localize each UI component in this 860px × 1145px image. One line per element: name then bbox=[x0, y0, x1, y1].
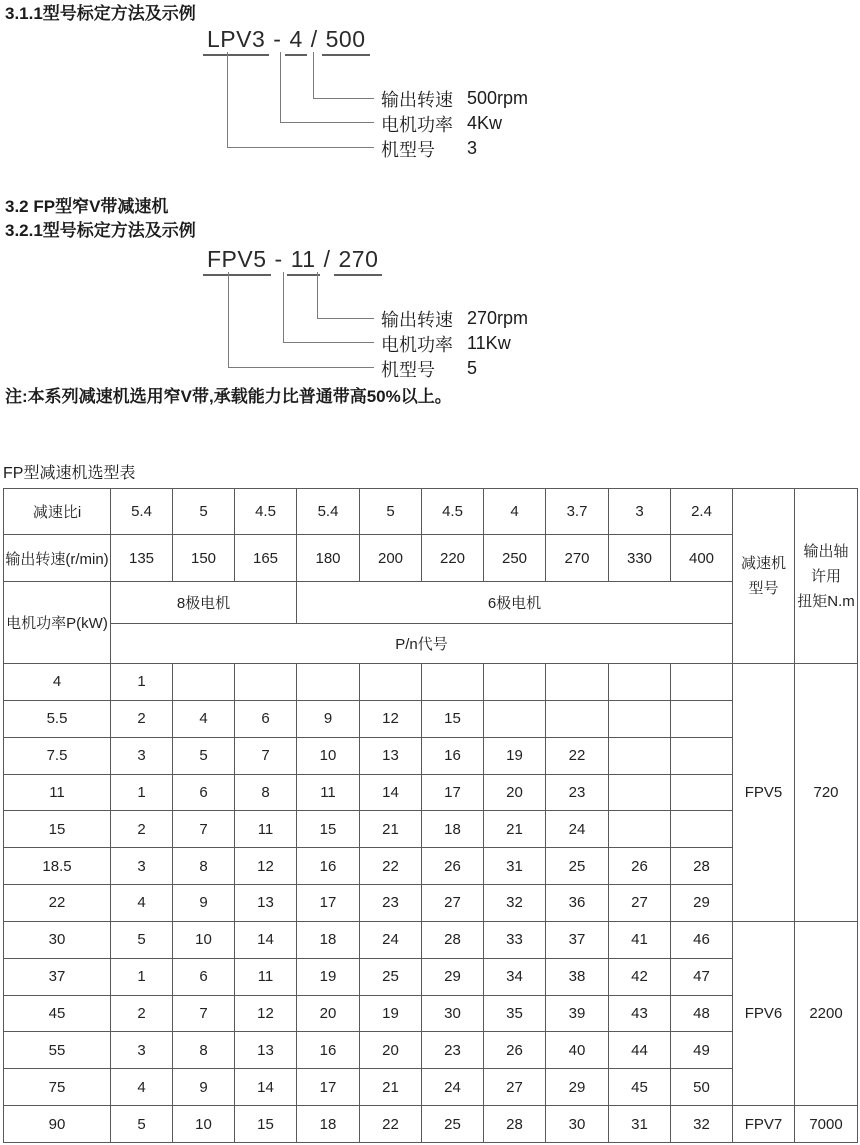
pn-code-cell: 42 bbox=[609, 958, 671, 995]
ratio-value-cell: 2.4 bbox=[671, 489, 733, 535]
label-value: 4Kw bbox=[467, 113, 503, 133]
pn-code-cell: 31 bbox=[484, 848, 546, 885]
power-value-cell: 22 bbox=[4, 885, 111, 922]
table-row bbox=[4, 774, 858, 811]
diagram-label-row bbox=[381, 306, 528, 331]
pn-code-cell: 24 bbox=[422, 1069, 484, 1106]
pn-code-cell: 30 bbox=[546, 1106, 609, 1143]
pn-code-cell bbox=[484, 700, 546, 737]
pn-code-cell: 12 bbox=[360, 700, 422, 737]
pn-code-cell: 20 bbox=[297, 995, 360, 1032]
power-value-cell: 5.5 bbox=[4, 700, 111, 737]
power-value-cell: 37 bbox=[4, 958, 111, 995]
torque-header-line: 扭矩N.m bbox=[797, 592, 855, 610]
pn-code-cell: 3 bbox=[111, 737, 173, 774]
torque-value-cell: 2200 bbox=[795, 921, 858, 1105]
pn-code-cell: 27 bbox=[609, 885, 671, 922]
pn-code-cell: 40 bbox=[546, 1032, 609, 1069]
pn-code-cell bbox=[671, 737, 733, 774]
pn-code-cell: 15 bbox=[422, 700, 484, 737]
model-value-cell: FPV5 bbox=[733, 664, 795, 922]
pn-code-cell: 32 bbox=[484, 885, 546, 922]
table-row bbox=[4, 737, 858, 774]
label-value: 3 bbox=[467, 138, 478, 158]
pn-code-cell: 12 bbox=[235, 848, 297, 885]
pn-code-cell: 17 bbox=[422, 774, 484, 811]
table-row bbox=[4, 848, 858, 885]
pn-code-cell: 23 bbox=[360, 885, 422, 922]
pn-code-cell: 18 bbox=[297, 1106, 360, 1143]
pn-code-cell bbox=[609, 774, 671, 811]
pn-code-cell: 3 bbox=[111, 848, 173, 885]
label-value: 270rpm bbox=[467, 308, 529, 328]
pn-code-cell: 50 bbox=[671, 1069, 733, 1106]
pn-code-cell: 1 bbox=[111, 664, 173, 701]
power-value-cell: 75 bbox=[4, 1069, 111, 1106]
pn-code-cell: 4 bbox=[173, 700, 235, 737]
pn-code-cell: 5 bbox=[111, 1106, 173, 1143]
diagram1-labels bbox=[381, 86, 528, 161]
pn-code-cell: 7 bbox=[173, 811, 235, 848]
label-text: 输出转速 bbox=[381, 309, 453, 330]
pn-code-cell: 25 bbox=[422, 1106, 484, 1143]
label-text: 电机功率 bbox=[381, 114, 453, 135]
motor-pole-row bbox=[4, 582, 858, 624]
model-power-code: 4 bbox=[285, 26, 306, 56]
ratio-value-cell: 3 bbox=[609, 489, 671, 535]
ratio-header-row bbox=[4, 489, 858, 535]
table-row bbox=[4, 1032, 858, 1069]
note-text: 注:本系列减速机选用窄V带,承载能力比普通带高50%以上。 bbox=[5, 387, 452, 406]
pn-code-cell bbox=[671, 664, 733, 701]
speed-value-cell: 135 bbox=[111, 535, 173, 582]
power-value-cell: 15 bbox=[4, 811, 111, 848]
pn-code-cell: 29 bbox=[546, 1069, 609, 1106]
torque-column-header bbox=[795, 489, 858, 664]
pn-code-cell: 14 bbox=[360, 774, 422, 811]
label-text: 输出转速 bbox=[381, 89, 453, 110]
power-value-cell: 45 bbox=[4, 995, 111, 1032]
label-text: 电机功率 bbox=[381, 334, 453, 355]
pn-code-cell: 16 bbox=[297, 848, 360, 885]
model-header-line: 减速机 bbox=[740, 555, 786, 572]
pn-code-cell: 38 bbox=[546, 958, 609, 995]
table-title: FP型减速机选型表 bbox=[3, 465, 136, 482]
pn-code-cell: 20 bbox=[360, 1032, 422, 1069]
speed-value-cell: 165 bbox=[235, 535, 297, 582]
pn-code-cell: 8 bbox=[173, 1032, 235, 1069]
pn-code-cell: 8 bbox=[235, 774, 297, 811]
pn-code-cell: 11 bbox=[235, 811, 297, 848]
pn-code-cell: 1 bbox=[111, 774, 173, 811]
power-value-cell: 4 bbox=[4, 664, 111, 701]
diagram-label-row bbox=[381, 86, 528, 111]
pn-code-cell: 8 bbox=[173, 848, 235, 885]
pn-code-label-cell: P/n代号 bbox=[111, 624, 733, 664]
pn-code-row bbox=[4, 624, 858, 664]
pn-code-cell: 27 bbox=[422, 885, 484, 922]
table-row bbox=[4, 995, 858, 1032]
model-series: FPV5 bbox=[203, 246, 271, 276]
pn-code-cell: 22 bbox=[360, 848, 422, 885]
pn-code-cell: 18 bbox=[422, 811, 484, 848]
pn-code-cell: 13 bbox=[360, 737, 422, 774]
pn-code-cell: 9 bbox=[297, 700, 360, 737]
speed-value-cell: 400 bbox=[671, 535, 733, 582]
power-value-cell: 18.5 bbox=[4, 848, 111, 885]
pn-code-cell: 7 bbox=[235, 737, 297, 774]
pn-code-cell: 49 bbox=[671, 1032, 733, 1069]
pn-code-cell: 28 bbox=[484, 1106, 546, 1143]
pn-code-cell: 2 bbox=[111, 811, 173, 848]
pn-code-cell: 19 bbox=[297, 958, 360, 995]
ratio-value-cell: 5 bbox=[360, 489, 422, 535]
table-row bbox=[4, 958, 858, 995]
speed-value-cell: 150 bbox=[173, 535, 235, 582]
table-row bbox=[4, 700, 858, 737]
ratio-value-cell: 4.5 bbox=[235, 489, 297, 535]
pn-code-cell: 15 bbox=[235, 1106, 297, 1143]
table-row bbox=[4, 1106, 858, 1143]
pn-code-cell: 28 bbox=[422, 921, 484, 958]
pn-code-cell bbox=[671, 700, 733, 737]
pn-code-cell: 14 bbox=[235, 921, 297, 958]
pn-code-cell: 13 bbox=[235, 885, 297, 922]
model-code-lpv3 bbox=[203, 26, 370, 52]
pn-code-cell: 17 bbox=[297, 885, 360, 922]
pn-code-cell: 9 bbox=[173, 1069, 235, 1106]
power-value-cell: 11 bbox=[4, 774, 111, 811]
power-value-cell: 30 bbox=[4, 921, 111, 958]
ratio-value-cell: 5.4 bbox=[297, 489, 360, 535]
pn-code-cell: 16 bbox=[297, 1032, 360, 1069]
pn-code-cell: 12 bbox=[235, 995, 297, 1032]
pn-code-cell: 46 bbox=[671, 921, 733, 958]
pn-code-cell: 11 bbox=[297, 774, 360, 811]
pn-code-cell: 29 bbox=[671, 885, 733, 922]
pn-code-cell bbox=[609, 811, 671, 848]
pn-code-cell: 34 bbox=[484, 958, 546, 995]
pn-code-cell: 7 bbox=[173, 995, 235, 1032]
model-value-cell: FPV7 bbox=[733, 1106, 795, 1143]
pn-code-cell: 21 bbox=[360, 1069, 422, 1106]
diagram-label-row bbox=[381, 111, 528, 136]
power-value-cell: 55 bbox=[4, 1032, 111, 1069]
model-series: LPV3 bbox=[203, 26, 269, 56]
pn-code-cell bbox=[671, 811, 733, 848]
connector-line-series bbox=[227, 52, 374, 148]
pn-code-cell: 5 bbox=[173, 737, 235, 774]
pn-code-cell: 31 bbox=[609, 1106, 671, 1143]
diagram2-labels bbox=[381, 306, 528, 381]
pn-code-cell: 37 bbox=[546, 921, 609, 958]
pn-code-cell: 25 bbox=[546, 848, 609, 885]
pn-code-cell: 23 bbox=[422, 1032, 484, 1069]
pn-code-cell: 3 bbox=[111, 1032, 173, 1069]
pn-code-cell: 10 bbox=[173, 1106, 235, 1143]
pn-code-cell: 18 bbox=[297, 921, 360, 958]
diagram-label-row bbox=[381, 356, 528, 381]
pn-code-cell bbox=[671, 774, 733, 811]
pn-code-cell: 14 bbox=[235, 1069, 297, 1106]
pn-code-cell bbox=[546, 664, 609, 701]
pn-code-cell: 17 bbox=[297, 1069, 360, 1106]
section-311-heading: 3.1.1型号标定方法及示例 bbox=[5, 4, 196, 23]
pn-code-cell: 24 bbox=[360, 921, 422, 958]
table-row bbox=[4, 1069, 858, 1106]
pn-code-cell: 21 bbox=[360, 811, 422, 848]
model-speed-code: 500 bbox=[322, 26, 370, 56]
speed-value-cell: 250 bbox=[484, 535, 546, 582]
pn-code-cell: 48 bbox=[671, 995, 733, 1032]
pn-code-cell: 25 bbox=[360, 958, 422, 995]
pn-code-cell: 6 bbox=[173, 774, 235, 811]
pn-code-cell: 1 bbox=[111, 958, 173, 995]
pn-code-cell: 32 bbox=[671, 1106, 733, 1143]
pn-code-cell: 26 bbox=[609, 848, 671, 885]
table-row bbox=[4, 811, 858, 848]
pn-code-cell: 35 bbox=[484, 995, 546, 1032]
pn-code-cell: 39 bbox=[546, 995, 609, 1032]
model-power-code: 11 bbox=[287, 246, 320, 276]
pn-code-cell: 29 bbox=[422, 958, 484, 995]
pn-code-cell bbox=[609, 737, 671, 774]
section-32-heading: 3.2 FP型窄V带减速机 bbox=[5, 197, 169, 216]
model-separator: - bbox=[273, 26, 282, 52]
diagram-label-row bbox=[381, 136, 528, 161]
speed-value-cell: 330 bbox=[609, 535, 671, 582]
pn-code-cell: 27 bbox=[484, 1069, 546, 1106]
power-value-cell: 90 bbox=[4, 1106, 111, 1143]
pn-code-cell: 6 bbox=[173, 958, 235, 995]
power-label-cell: 电机功率P(kW) bbox=[4, 582, 111, 664]
table-row bbox=[4, 885, 858, 922]
speed-value-cell: 220 bbox=[422, 535, 484, 582]
pn-code-cell: 26 bbox=[422, 848, 484, 885]
pn-code-cell: 5 bbox=[111, 921, 173, 958]
model-separator: / bbox=[310, 26, 318, 52]
ratio-value-cell: 3.7 bbox=[546, 489, 609, 535]
pn-code-cell bbox=[173, 664, 235, 701]
pn-code-cell: 20 bbox=[484, 774, 546, 811]
pn-code-cell: 24 bbox=[546, 811, 609, 848]
ratio-value-cell: 5 bbox=[173, 489, 235, 535]
speed-header-row bbox=[4, 535, 858, 582]
pn-code-cell: 21 bbox=[484, 811, 546, 848]
torque-header-line: 许用 bbox=[810, 567, 841, 585]
pn-code-cell: 22 bbox=[360, 1106, 422, 1143]
pn-code-cell bbox=[360, 664, 422, 701]
label-value: 11Kw bbox=[467, 333, 511, 353]
speed-value-cell: 200 bbox=[360, 535, 422, 582]
torque-value-cell: 7000 bbox=[795, 1106, 858, 1143]
label-text: 机型号 bbox=[381, 359, 435, 380]
pn-code-cell: 23 bbox=[546, 774, 609, 811]
pn-code-cell: 41 bbox=[609, 921, 671, 958]
pn-code-cell: 30 bbox=[422, 995, 484, 1032]
pn-code-cell: 19 bbox=[360, 995, 422, 1032]
pn-code-cell: 22 bbox=[546, 737, 609, 774]
model-separator: / bbox=[323, 246, 331, 272]
pn-code-cell bbox=[609, 664, 671, 701]
motor-6pole-cell: 6极电机 bbox=[297, 582, 733, 624]
pn-code-cell bbox=[297, 664, 360, 701]
speed-value-cell: 180 bbox=[297, 535, 360, 582]
speed-value-cell: 270 bbox=[546, 535, 609, 582]
model-value-cell: FPV6 bbox=[733, 921, 795, 1105]
pn-code-cell: 13 bbox=[235, 1032, 297, 1069]
pn-code-cell: 16 bbox=[422, 737, 484, 774]
speed-label-cell: 输出转速(r/min) bbox=[4, 535, 111, 582]
model-header-line: 型号 bbox=[748, 580, 779, 597]
section-321-heading: 3.2.1型号标定方法及示例 bbox=[5, 221, 196, 240]
pn-code-cell: 11 bbox=[235, 958, 297, 995]
pn-code-cell: 47 bbox=[671, 958, 733, 995]
pn-code-cell: 4 bbox=[111, 1069, 173, 1106]
ratio-label-cell: 减速比i bbox=[4, 489, 111, 535]
model-speed-code: 270 bbox=[334, 246, 382, 276]
torque-value-cell: 720 bbox=[795, 664, 858, 922]
pn-code-cell: 6 bbox=[235, 700, 297, 737]
label-value: 5 bbox=[467, 358, 478, 378]
pn-code-cell: 9 bbox=[173, 885, 235, 922]
table-row bbox=[4, 664, 858, 701]
pn-code-cell: 26 bbox=[484, 1032, 546, 1069]
motor-8pole-cell: 8极电机 bbox=[111, 582, 297, 624]
pn-code-cell bbox=[422, 664, 484, 701]
model-separator: - bbox=[274, 246, 283, 272]
torque-header-line: 输出轴 bbox=[803, 542, 849, 560]
model-code-fpv5 bbox=[203, 246, 382, 272]
pn-code-cell: 10 bbox=[297, 737, 360, 774]
pn-code-cell bbox=[609, 700, 671, 737]
model-column-header bbox=[733, 489, 795, 664]
pn-code-cell: 44 bbox=[609, 1032, 671, 1069]
pn-code-cell: 15 bbox=[297, 811, 360, 848]
pn-code-cell: 45 bbox=[609, 1069, 671, 1106]
pn-code-cell: 2 bbox=[111, 995, 173, 1032]
pn-code-cell: 19 bbox=[484, 737, 546, 774]
ratio-value-cell: 5.4 bbox=[111, 489, 173, 535]
ratio-value-cell: 4.5 bbox=[422, 489, 484, 535]
pn-code-cell: 4 bbox=[111, 885, 173, 922]
label-text: 机型号 bbox=[381, 139, 435, 160]
pn-code-cell: 10 bbox=[173, 921, 235, 958]
pn-code-cell: 36 bbox=[546, 885, 609, 922]
power-value-cell: 7.5 bbox=[4, 737, 111, 774]
label-value: 500rpm bbox=[467, 88, 529, 108]
pn-code-cell: 28 bbox=[671, 848, 733, 885]
pn-code-cell bbox=[484, 664, 546, 701]
connector-line-series bbox=[228, 272, 374, 368]
pn-code-cell bbox=[546, 700, 609, 737]
pn-code-cell: 2 bbox=[111, 700, 173, 737]
table-row bbox=[4, 921, 858, 958]
ratio-value-cell: 4 bbox=[484, 489, 546, 535]
pn-code-cell: 33 bbox=[484, 921, 546, 958]
pn-code-cell bbox=[235, 664, 297, 701]
selection-table bbox=[3, 488, 858, 1143]
diagram-label-row bbox=[381, 331, 528, 356]
pn-code-cell: 43 bbox=[609, 995, 671, 1032]
